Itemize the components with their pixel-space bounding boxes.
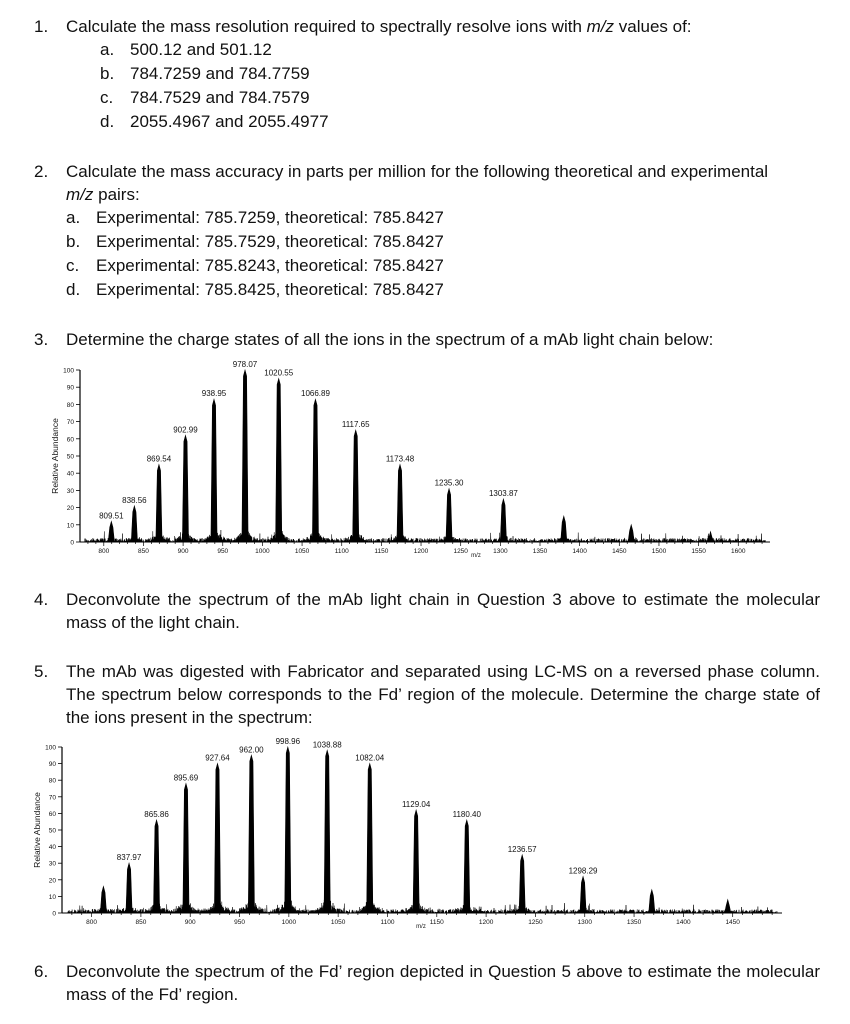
spectrum-peak <box>413 810 419 913</box>
question-4 <box>34 588 820 634</box>
peak-label: 938.95 <box>201 389 227 399</box>
peak-label: 865.86 <box>144 810 169 820</box>
peak-label: 962.00 <box>239 745 264 755</box>
peak-label: 895.69 <box>173 773 199 783</box>
spectrum-peak <box>182 435 188 542</box>
question-number: 5. <box>34 662 49 681</box>
x-tick-label: 1350 <box>626 919 642 926</box>
x-tick-label: 1150 <box>429 919 444 926</box>
x-tick-label: 1600 <box>731 548 746 555</box>
x-tick-label: 900 <box>177 548 189 555</box>
spectrum-peak <box>725 900 731 913</box>
peak-label: 837.97 <box>116 853 142 863</box>
question-2: 2. Calculate the mass accuracy in parts per million for the following theoretical and experimental m/z pairs: a. Experimental: 785.7259, theoretical: 785.8427 b. Experimental: 785.7529, theoretical: 785.8427 c. Experimental: 785.8243, theoretical: 785.8427 d. Experimental: 785.8425, theoretical: 785.8427 <box>34 160 820 302</box>
peak-label: 838.56 <box>122 495 147 505</box>
spectrum-peak <box>285 747 291 913</box>
y-tick-label: 10 <box>48 893 56 901</box>
y-axis-title: Relative Abundance <box>32 792 42 868</box>
x-tick-label: 1200 <box>413 548 429 555</box>
mz-italic: m/z <box>586 17 615 36</box>
question-number: 2. <box>34 162 49 181</box>
y-tick-label: 0 <box>70 539 74 547</box>
x-tick-label: 1500 <box>651 548 667 555</box>
x-tick-label: 800 <box>98 548 110 555</box>
question-text: Calculate the mass accuracy in parts per million for the following theoretical and experimental <box>66 162 769 181</box>
x-tick-label: 950 <box>217 548 229 555</box>
list-item: c. 784.7529 and 784.7579 <box>100 88 310 107</box>
spectrum-peak <box>324 750 330 913</box>
x-tick-label: 1550 <box>691 548 706 555</box>
peak-label: 1020.55 <box>264 368 294 378</box>
peak-label: 869.54 <box>146 454 172 464</box>
question-text: Deconvolute the spectrum of the mAb light chain in Question 3 above to estimate the molecular mass of the light chain. <box>66 590 820 632</box>
x-tick-label: 1450 <box>612 548 627 555</box>
peak-label: 902.99 <box>173 425 198 435</box>
peak-label: 1235.30 <box>434 478 464 488</box>
question-5 <box>34 660 820 729</box>
x-axis-title: m/z <box>416 924 426 930</box>
x-axis-title: m/z <box>471 553 481 559</box>
spectrum-peak <box>108 521 114 542</box>
y-tick-label: 80 <box>66 401 74 409</box>
peak-label: 1129.04 <box>401 800 431 810</box>
question-number: 6. <box>34 962 49 981</box>
spectrum-peak <box>561 516 567 542</box>
peak-label: 1038.88 <box>312 740 342 750</box>
peak-label: 1173.48 <box>385 454 415 464</box>
question-text: Calculate the mass resolution required to spectrally resolve ions with m/z values of: <box>66 17 692 36</box>
peak-label: 1066.89 <box>301 389 330 399</box>
x-tick-label: 1400 <box>676 919 691 926</box>
x-tick-label: 1050 <box>330 919 346 926</box>
x-tick-label: 1050 <box>294 548 310 555</box>
list-item: a. Experimental: 785.7259, theoretical: 785.8427 <box>66 208 444 227</box>
x-tick-label: 850 <box>138 548 149 555</box>
y-tick-label: 90 <box>66 384 74 392</box>
question-text: Deconvolute the spectrum of the Fd’ region depicted in Question 5 above to estimate the molecular mass of the Fd’ region. <box>66 962 820 1004</box>
spectrum-peak <box>628 525 634 542</box>
spectrum-peak <box>214 764 220 913</box>
x-tick-label: 1300 <box>493 548 508 555</box>
light-chain-spectrum <box>0 352 850 562</box>
spectrum-peak <box>211 399 217 542</box>
question-3 <box>34 328 820 351</box>
y-axis-title: Relative Abundance <box>50 418 60 494</box>
fd-region-spectrum <box>0 732 850 932</box>
y-tick-label: 40 <box>66 470 74 478</box>
spectrum-peak <box>580 876 586 913</box>
x-tick-label: 1000 <box>255 548 270 555</box>
x-tick-label: 950 <box>234 919 245 926</box>
y-tick-label: 90 <box>48 761 56 769</box>
spectrum-peak <box>649 890 655 913</box>
y-tick-label: 40 <box>48 844 56 852</box>
spectrum-peak <box>367 764 373 913</box>
spectrum-peak <box>353 430 359 542</box>
question-6 <box>34 960 820 1006</box>
y-tick-label: 50 <box>66 453 74 461</box>
question-number: 3. <box>34 330 49 349</box>
spectrum-peak <box>126 863 132 913</box>
list-item: d. 2055.4967 and 2055.4977 <box>100 112 329 131</box>
question-text: The mAb was digested with Fabricator and separated using LC-MS on a reversed phase column. The spectrum below corresponds to the Fd’ region of the molecule. Determine the charge state of the ions present in the spectrum: <box>66 662 820 727</box>
y-tick-label: 60 <box>66 436 74 444</box>
y-tick-label: 100 <box>45 744 56 752</box>
peak-label: 1236.57 <box>507 844 537 854</box>
x-tick-label: 1300 <box>577 919 592 926</box>
y-tick-label: 70 <box>66 419 74 427</box>
y-tick-label: 20 <box>48 877 56 885</box>
list-item: a. 500.12 and 501.12 <box>100 40 272 59</box>
x-tick-label: 800 <box>86 919 98 926</box>
spectrum-peak <box>100 886 106 913</box>
x-tick-label: 1100 <box>380 919 395 926</box>
y-tick-label: 30 <box>48 860 56 868</box>
list-item: c. Experimental: 785.8243, theoretical: 785.8427 <box>66 256 444 275</box>
peak-label: 978.07 <box>232 360 258 369</box>
peak-label: 1298.29 <box>568 866 598 876</box>
peak-label: 1303.87 <box>488 489 518 498</box>
y-tick-label: 20 <box>66 505 74 513</box>
peak-label: 1082.04 <box>355 753 385 763</box>
peak-label: 809.51 <box>99 511 124 521</box>
question-1 <box>34 15 820 134</box>
spectrum-peak <box>276 379 282 542</box>
y-tick-label: 100 <box>63 367 74 375</box>
y-tick-label: 80 <box>48 777 56 785</box>
spectrum-peak <box>500 499 506 542</box>
spectrum-peak <box>397 465 403 542</box>
y-tick-label: 60 <box>48 810 56 818</box>
list-item: d. Experimental: 785.8425, theoretical: 785.8427 <box>66 280 444 299</box>
y-tick-label: 50 <box>48 827 56 835</box>
x-tick-label: 1200 <box>478 919 494 926</box>
x-tick-label: 1000 <box>281 919 297 926</box>
list-item: b. Experimental: 785.7529, theoretical: 785.8427 <box>66 232 444 251</box>
spectrum-peak <box>183 784 189 913</box>
spectrum-peak <box>446 489 452 542</box>
x-tick-label: 1350 <box>532 548 548 555</box>
peak-label: 1180.40 <box>452 810 481 820</box>
spectrum-peak <box>153 820 159 913</box>
y-tick-label: 10 <box>66 522 74 530</box>
x-tick-label: 1100 <box>334 548 349 555</box>
baseline-noise <box>68 889 777 913</box>
question-text: Determine the charge states of all the ions in the spectrum of a mAb light chain below: <box>66 330 714 349</box>
x-tick-label: 850 <box>135 919 147 926</box>
peak-label: 927.64 <box>205 753 230 763</box>
list-item: b. 784.7259 and 784.7759 <box>100 64 310 83</box>
peak-label: 1117.65 <box>341 420 370 430</box>
x-tick-label: 1450 <box>725 919 740 926</box>
x-tick-label: 1250 <box>453 548 468 555</box>
peak-label: 998.96 <box>275 737 301 746</box>
spectrum-peak <box>131 506 137 542</box>
spectrum-peak <box>312 399 318 542</box>
y-tick-label: 0 <box>52 910 56 918</box>
x-tick-label: 1150 <box>374 548 389 555</box>
spectrum-peak <box>464 820 470 913</box>
y-tick-label: 70 <box>48 794 56 802</box>
mz-italic: m/z <box>66 185 94 204</box>
y-tick-label: 30 <box>66 487 74 495</box>
question-number: 1. <box>34 17 49 36</box>
spectrum-peak <box>519 855 525 913</box>
x-tick-label: 900 <box>184 919 196 926</box>
spectrum-peak <box>248 755 254 913</box>
question-number: 4. <box>34 590 49 609</box>
spectrum-peak <box>156 465 162 542</box>
x-tick-label: 1250 <box>528 919 543 926</box>
spectrum-peak <box>242 370 248 542</box>
x-tick-label: 1400 <box>572 548 587 555</box>
